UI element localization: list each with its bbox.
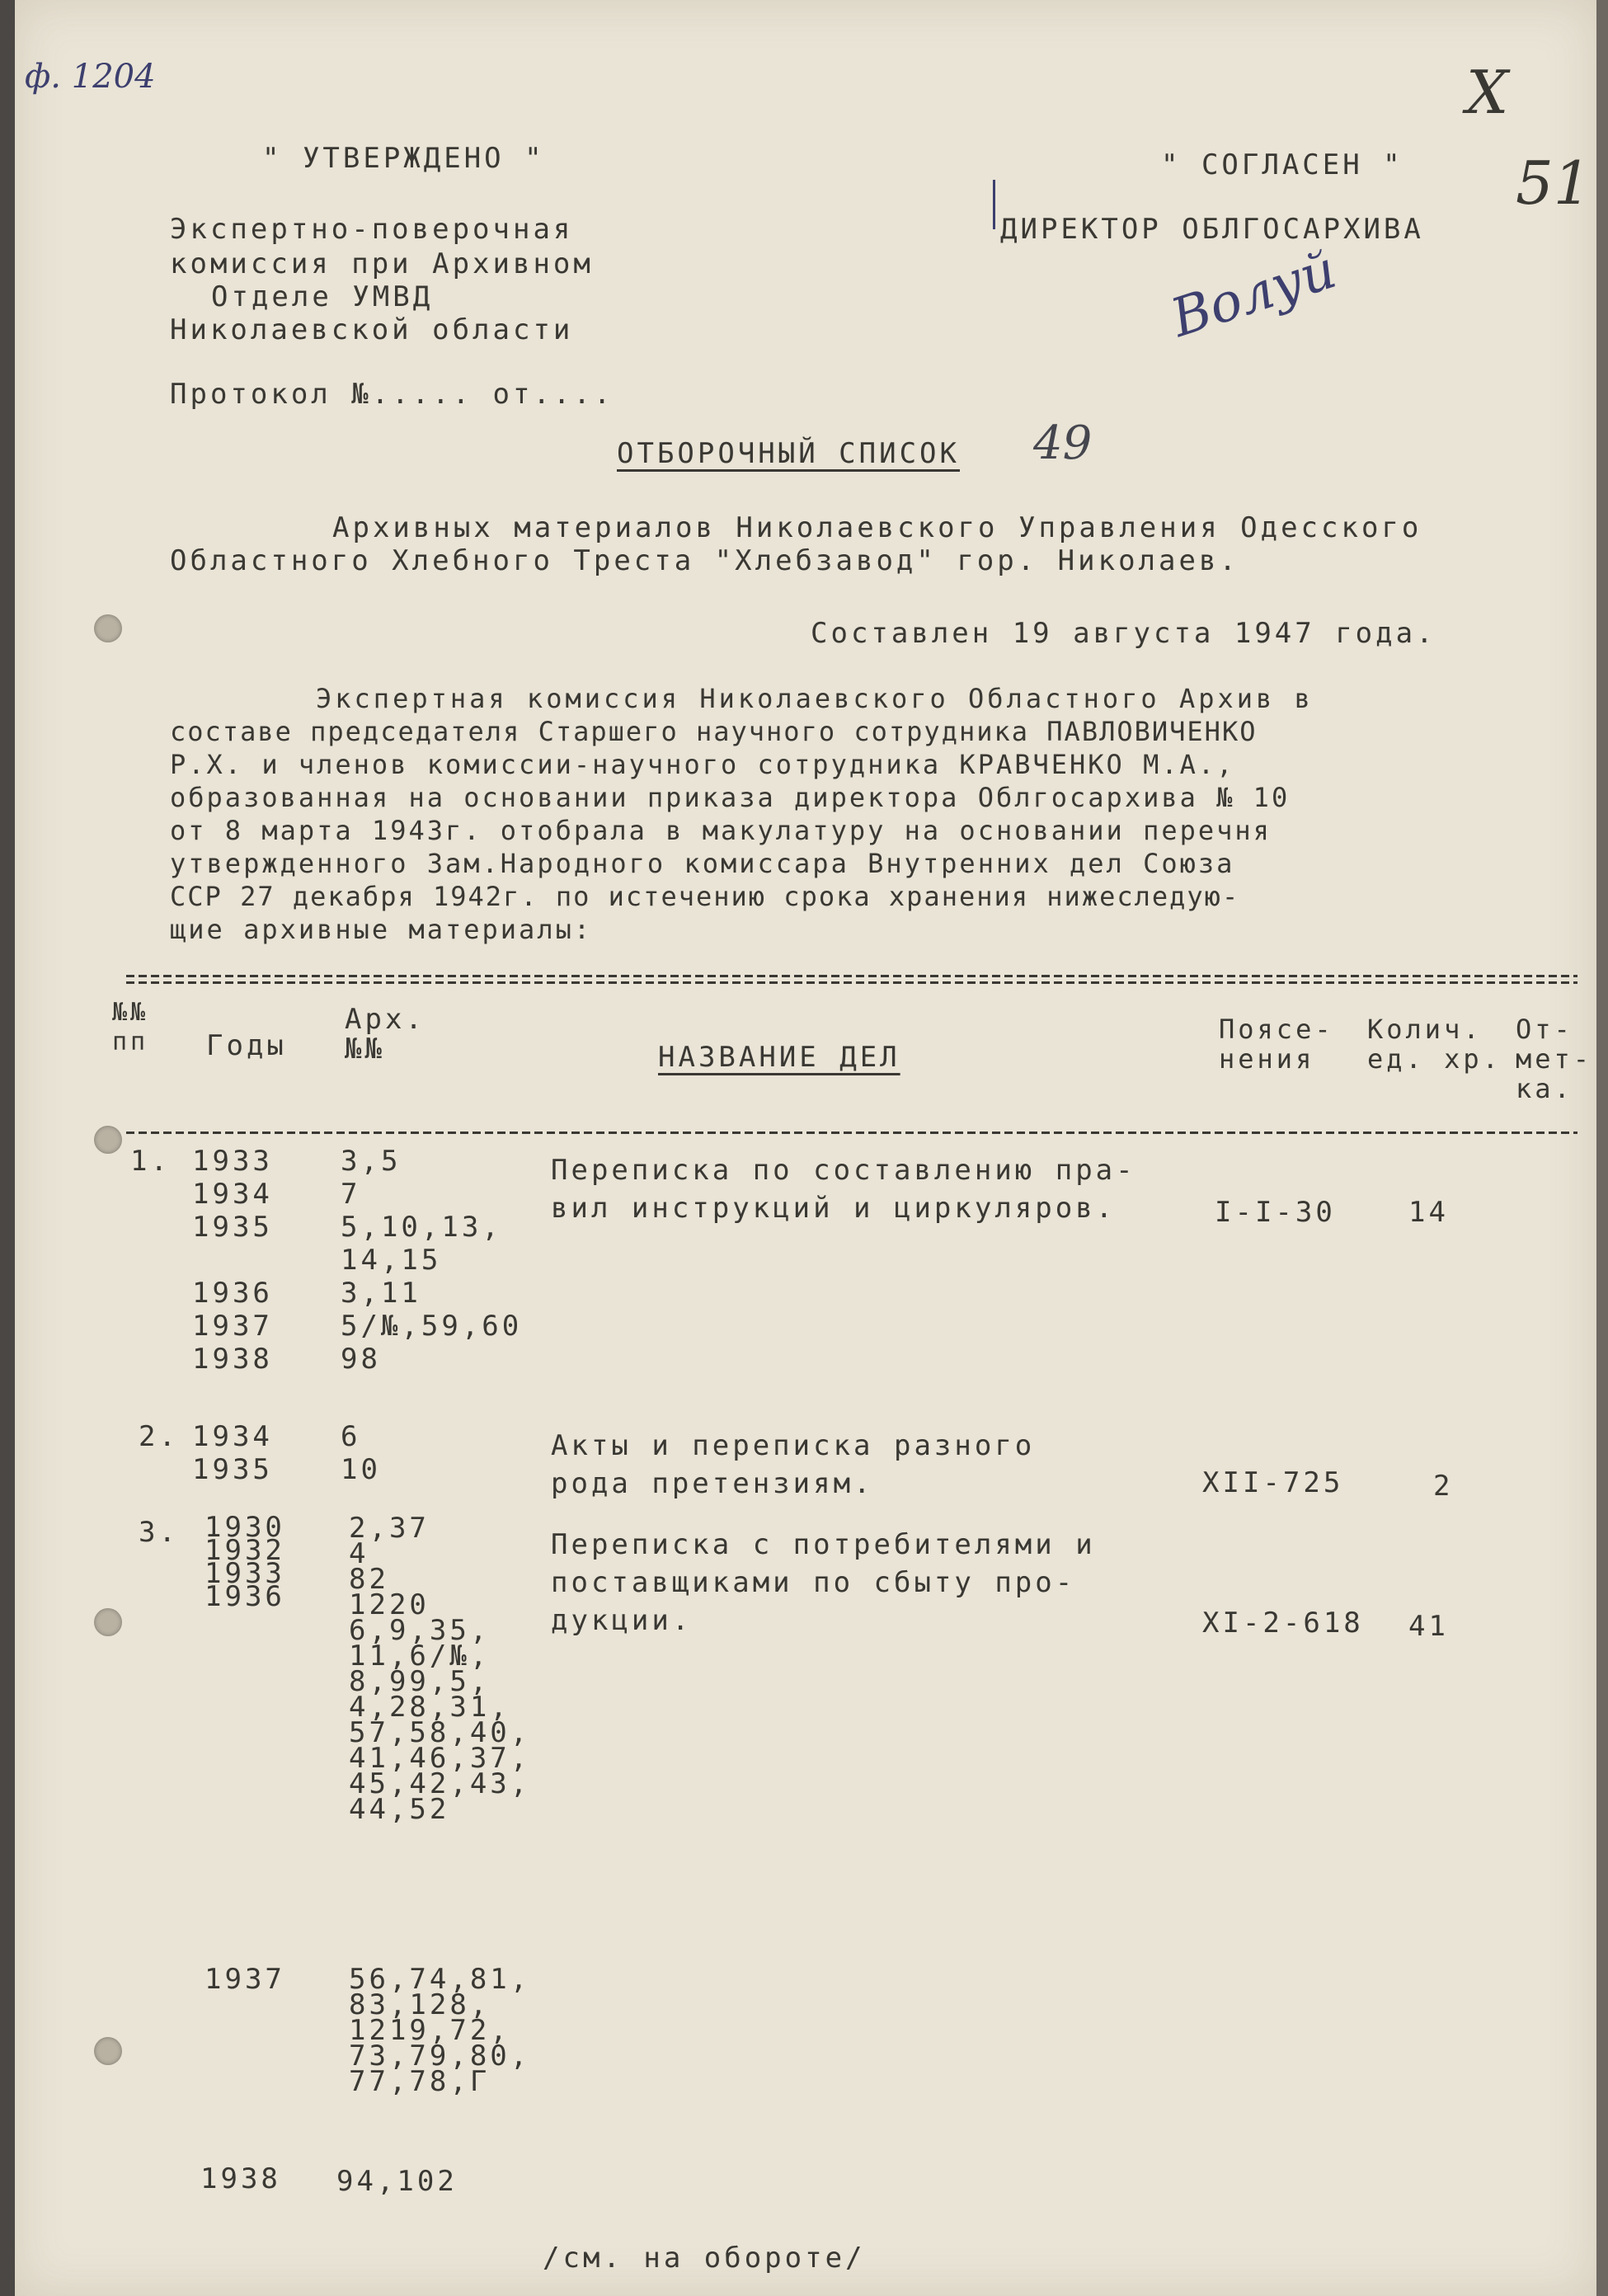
col-header-number: №№ пп xyxy=(112,998,149,1056)
table-rule-top xyxy=(126,981,1577,984)
col-header-qty: Колич. ед. хр. xyxy=(1367,1014,1502,1075)
row-quantity: 41 xyxy=(1408,1610,1449,1643)
body-line: образованная на основании приказа директора Облгосархива № 10 xyxy=(170,782,1291,813)
scan-left-edge xyxy=(0,0,15,2296)
corner-mark: Х xyxy=(1466,58,1509,127)
col-header-name: НАЗВАНИЕ ДЕЛ xyxy=(658,1041,900,1074)
signature: Волуй xyxy=(1164,239,1344,350)
row-explanation: I-I-30 xyxy=(1215,1196,1336,1229)
body-line: щие архивные материалы: xyxy=(170,914,593,945)
row-years: 1930 1932 1933 1936 xyxy=(205,1511,285,1613)
col-header-years: Годы xyxy=(206,1029,287,1062)
row-years: 1938 xyxy=(200,2162,281,2195)
document-page xyxy=(15,0,1596,2296)
row-arch-numbers: 94,102 xyxy=(336,2165,458,2198)
approval-line: Николаевской области xyxy=(170,313,574,346)
body-line: утвержденного Зам.Народного комиссара Внутренних дел Союза xyxy=(170,848,1235,879)
protocol-line: Протокол №..... от.... xyxy=(170,378,614,411)
row-number: 1. xyxy=(130,1145,171,1178)
compiled-date: Составлен 19 августа 1947 года. xyxy=(811,617,1436,650)
row-arch-numbers: 56,74,81, 83,128, 1219,72, 73,79,80, 77,78,Г xyxy=(349,1963,531,2098)
table-rule-top xyxy=(126,975,1577,977)
row-number: 3. xyxy=(139,1516,179,1549)
row-years: 1934 1935 xyxy=(192,1420,273,1486)
row-explanation: ХI-2-618 xyxy=(1202,1607,1364,1640)
row-quantity: 14 xyxy=(1408,1196,1449,1229)
page-number: 51 xyxy=(1516,148,1592,218)
approval-line: Экспертно-поверочная xyxy=(170,213,574,246)
scan-right-edge xyxy=(1596,0,1608,2296)
list-number: 49 xyxy=(1033,416,1093,470)
punch-hole xyxy=(94,1126,122,1154)
continued-note: /см. на обороте/ xyxy=(543,2242,866,2275)
row-years: 1933 1934 1935 1936 1937 1938 xyxy=(192,1145,273,1376)
body-line: Экспертная комиссия Николаевского Областного Архив в xyxy=(316,683,1314,714)
row-arch-numbers: 6 10 xyxy=(341,1420,381,1486)
row-arch-numbers: 2,37 4 82 1220 6,9,35, 11,6/№, 8,99,5, 4,28,31, 57,58,40, 41,46,37, 45,42,43, 44,52 xyxy=(349,1512,531,1826)
punch-hole xyxy=(94,614,122,642)
body-line: Р.Х. и членов комиссии-научного сотрудника КРАВЧЕНКО М.А., xyxy=(170,749,1235,780)
row-explanation: ХII-725 xyxy=(1202,1466,1344,1499)
signature-stroke xyxy=(993,180,995,229)
row-number: 2. xyxy=(139,1420,179,1453)
director-line: ДИРЕКТОР ОБЛГОСАРХИВА xyxy=(1000,213,1424,246)
approval-line: Отделе УМВД xyxy=(211,280,434,313)
row-title: Акты и переписка разного рода претензиям. xyxy=(551,1429,1036,1500)
row-arch-numbers: 3,5 7 5,10,13, 14,15 3,11 5/№,59,60 98 xyxy=(341,1145,523,1376)
body-line: от 8 марта 1943г. отобрала в макулатуру на основании перечня xyxy=(170,815,1272,846)
subtitle-line: Областного Хлебного Треста "Хлебзавод" гор. Николаев. xyxy=(170,544,1239,577)
page-title: ОТБОРОЧНЫЙ СПИСОК xyxy=(617,437,960,470)
col-header-mark: От- мет- ка. xyxy=(1516,1014,1593,1104)
subtitle-line: Архивных материалов Николаевского Управления Одесского xyxy=(332,511,1422,544)
body-line: ССР 27 декабря 1942г. по истечению срока хранения нижеследую- xyxy=(170,881,1240,912)
table-rule-header xyxy=(126,1132,1577,1134)
col-header-arch: Арх. №№ xyxy=(345,1003,426,1066)
row-quantity: 2 xyxy=(1433,1470,1454,1503)
row-title: Переписка по составлению пра- вил инструкций и циркуляров. xyxy=(551,1154,1136,1225)
punch-hole xyxy=(94,2037,122,2065)
punch-hole xyxy=(94,1608,122,1636)
body-line: составе председателя Старшего научного сотрудника ПАВЛОВИЧЕНКО xyxy=(170,716,1258,747)
row-years: 1937 xyxy=(205,1963,285,1996)
row-title: Переписка с потребителями и поставщиками по сбыту про- дукции. xyxy=(551,1528,1096,1637)
approved-label: " УТВЕРЖДЕНО " xyxy=(262,142,545,175)
col-header-expl: Поясе- нения xyxy=(1219,1014,1334,1075)
agreed-label: " СОГЛАСЕН " xyxy=(1161,148,1403,181)
fond-number: ф. 1204 xyxy=(25,58,156,96)
approval-line: комиссия при Архивном xyxy=(170,247,594,280)
